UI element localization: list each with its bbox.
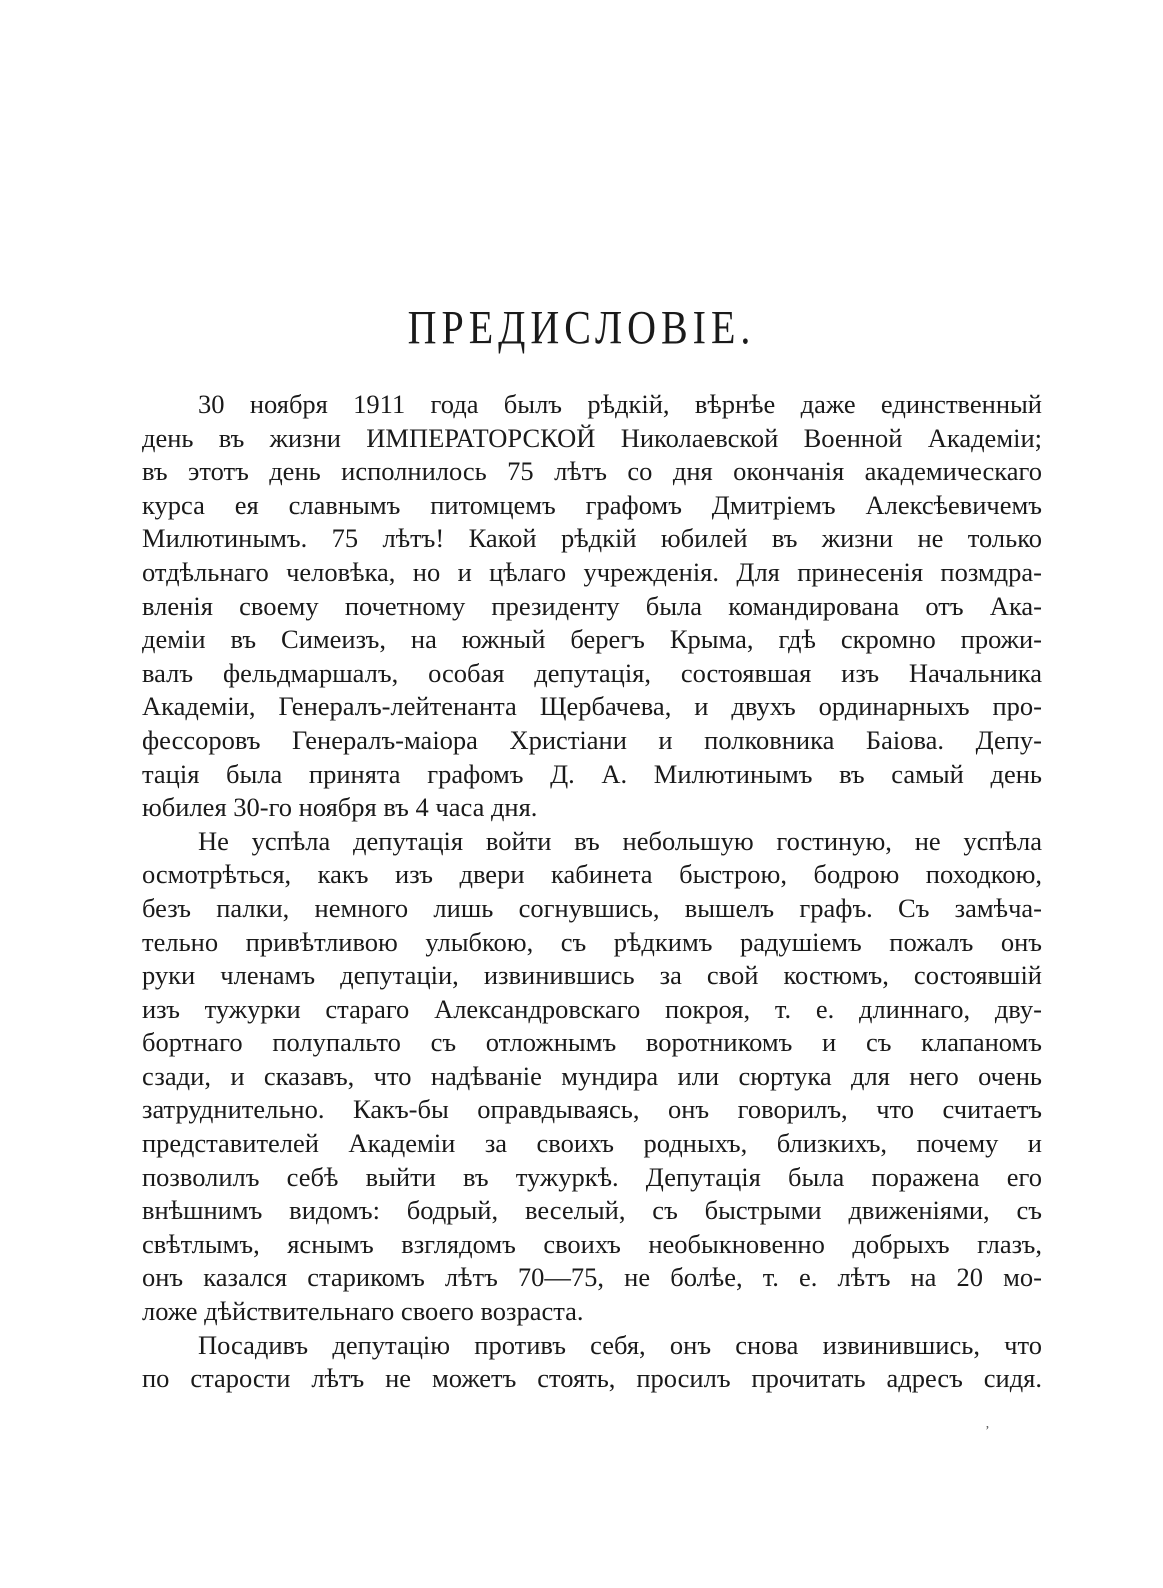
text-line: Милютинымъ. 75 лѣтъ! Какой рѣдкій юбилей въ жизни не только xyxy=(142,523,1042,554)
text-line: вленія своему почетному президенту была командирована отъ Ака- xyxy=(142,590,1042,621)
text-line: Посадивъ депутацію противъ себя, онъ снова извинившись, что xyxy=(198,1329,1042,1360)
body-text xyxy=(142,388,1042,1396)
paragraph-1 xyxy=(142,388,1042,825)
page-title: ПРЕДИСЛОВІЕ. xyxy=(407,301,756,355)
paragraph-3 xyxy=(142,1329,1042,1396)
text-line: изъ тужурки стараго Александровскаго покроя, т. е. длиннаго, дву- xyxy=(142,993,1042,1024)
scan-speck: ʼ xyxy=(985,1424,990,1439)
text-line: онъ казался старикомъ лѣтъ 70—75, не болѣе, т. е. лѣтъ на 20 мо- xyxy=(142,1262,1042,1293)
text-line: 30 ноября 1911 года былъ рѣдкій, вѣрнѣе даже единственный xyxy=(198,389,1042,419)
text-line: тельно привѣтливою улыбкою, съ рѣдкимъ радушіемъ пожалъ онъ xyxy=(142,926,1042,957)
text-line: Академіи, Генералъ-лейтенанта Щербачева, и двухъ ординарныхъ про- xyxy=(142,691,1042,722)
text-line: юбилея 30-го ноября въ 4 часа дня. xyxy=(142,792,538,823)
text-line: въ этотъ день исполнилось 75 лѣтъ со дня окончанія академическаго xyxy=(142,456,1042,487)
text-line: деміи въ Симеизъ, на южный берегъ Крыма, гдѣ скромно прожи- xyxy=(142,624,1042,655)
text-line: внѣшнимъ видомъ: бодрый, веселый, съ быстрыми движеніями, съ xyxy=(142,1195,1042,1226)
text-line: позволилъ себѣ выйти въ тужуркѣ. Депутація была поражена его xyxy=(142,1161,1042,1192)
text-line: день въ жизни ИМПЕРАТОРСКОЙ Николаевской Военной Академіи; xyxy=(142,422,1042,453)
text-line: ложе дѣйствительнаго своего возраста. xyxy=(142,1296,584,1327)
text-line: сзади, и сказавъ, что надѣваніе мундира или сюртука для него очень xyxy=(142,1060,1042,1091)
text-line: представителей Академіи за своихъ родныхъ, близкихъ, почему и xyxy=(142,1128,1042,1159)
text-line: бортнаго полупальто съ отложнымъ воротникомъ и съ клапаномъ xyxy=(142,1027,1042,1058)
text-line: затруднительно. Какъ-бы оправдываясь, онъ говорилъ, что считаетъ xyxy=(142,1094,1042,1125)
text-line: тація была принята графомъ Д. А. Милютинымъ въ самый день xyxy=(142,758,1042,789)
text-line: фессоровъ Генералъ-маіора Христіани и полковника Баіова. Депу- xyxy=(142,724,1042,755)
text-line: руки членамъ депутаціи, извинившись за свой костюмъ, состоявшій xyxy=(142,960,1042,991)
text-line: по старости лѣтъ не можетъ стоять, просилъ прочитать адресъ сидя. xyxy=(142,1363,1042,1394)
text-line: валъ фельдмаршалъ, особая депутація, состоявшая изъ Начальника xyxy=(142,657,1042,688)
text-line: свѣтлымъ, яснымъ взглядомъ своихъ необыкновенно добрыхъ глазъ, xyxy=(142,1228,1042,1259)
paragraph-2 xyxy=(142,825,1042,1329)
text-line: курса ея славнымъ питомцемъ графомъ Дмитріемъ Алексѣевичемъ xyxy=(142,489,1042,520)
text-line: отдѣльнаго человѣка, но и цѣлаго учрежденія. Для принесенія позмдра- xyxy=(142,556,1042,587)
text-line: Не успѣла депутація войти въ небольшую гостиную, не успѣла xyxy=(198,825,1042,856)
text-line: безъ палки, немного лишь согнувшись, вышелъ графъ. Съ замѣча- xyxy=(142,892,1042,923)
text-line: осмотрѣться, какъ изъ двери кабинета быстрою, бодрою походкою, xyxy=(142,859,1042,890)
